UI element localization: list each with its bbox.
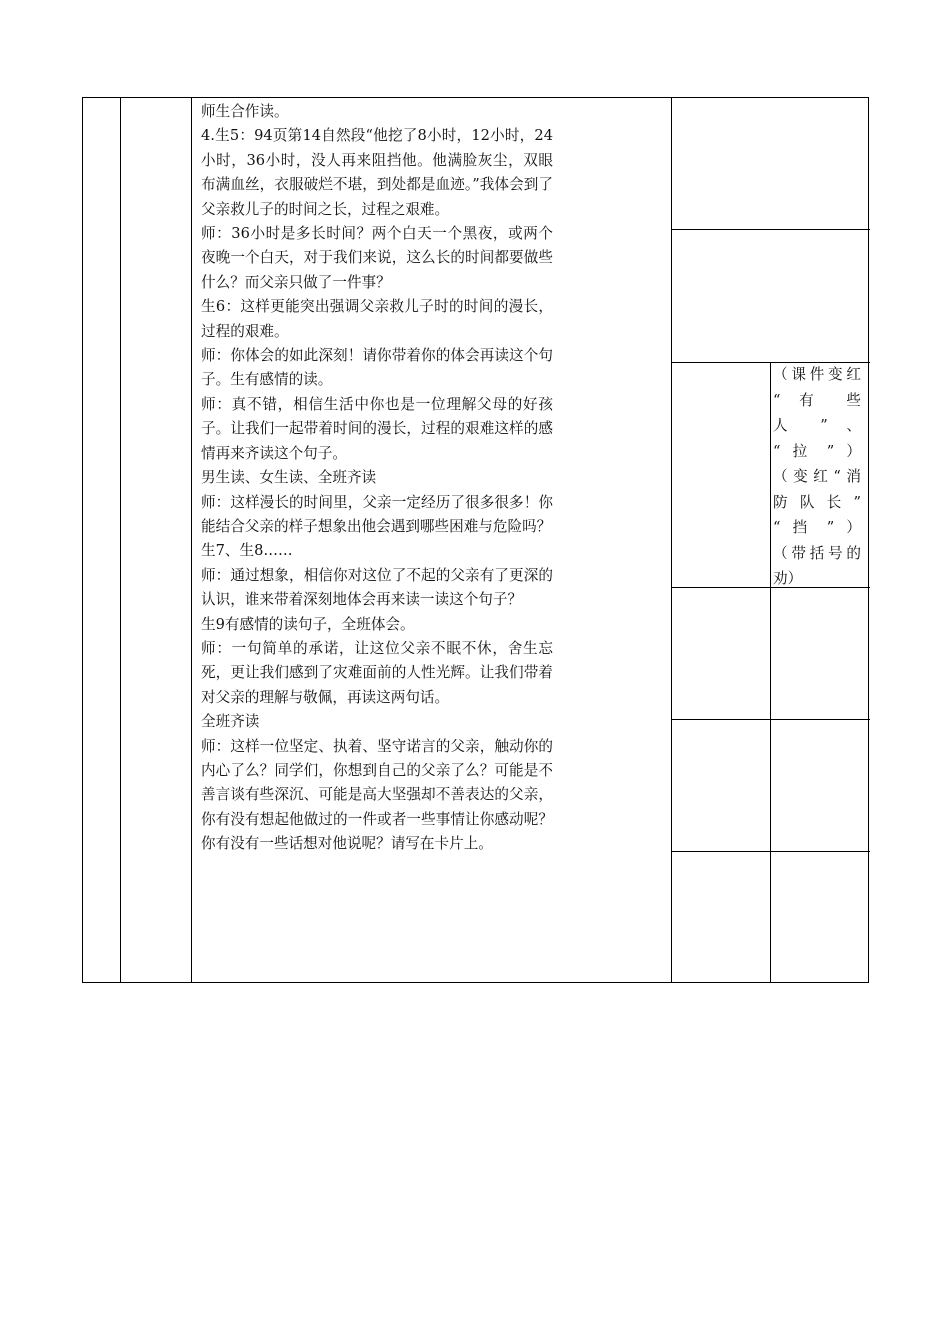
note-line: “ 有 些: [773, 391, 861, 409]
note-line: “ 挡 ” ）: [773, 519, 861, 536]
row-divider-5: [671, 851, 870, 852]
lesson-plan-table: [82, 97, 869, 983]
paragraph: 男生读、女生读、全班齐读: [201, 469, 377, 487]
paragraph: 师：这样一位坚定、执着、坚守诺言的父亲，触动你的内心了么？同学们，你想到自己的父亲了么？可能是不善言谈有些深沉、可能是高大坚强却不善表达的父亲，你有没有想起他做过的一件或者一些事情让你感动呢？你有没有一些话想对他说呢？请写在卡片上。: [201, 737, 553, 853]
column-divider-3: [671, 98, 672, 982]
paragraph: 4.生5：94页第14自然段“他挖了8小时，12小时，24小时，36小时，没人再来阻挡他。他满脸灰尘，双眼布满血丝，衣服破烂不堪，到处都是血迹。”我体会到了父亲救儿子的时间之长，过程之艰难。: [201, 127, 553, 218]
teaching-process-text: [201, 100, 553, 857]
column-divider-1: [120, 98, 121, 982]
note-line: （带括号的: [773, 544, 861, 562]
paragraph: 师生合作读。: [201, 103, 289, 120]
note-line: “ 拉 ” ）: [773, 442, 861, 460]
paragraph: 生6：这样更能突出强调父亲救儿子时的时间的漫长，过程的艰难。: [201, 298, 553, 340]
paragraph: 师：一句简单的承诺，让这位父亲不眠不休，舍生忘死，更让我们感到了灾难面前的人性光辉。让我们带着对父亲的理解与敬佩，再读这两句话。: [201, 639, 553, 706]
paragraph: 生7、生8……: [201, 542, 293, 560]
paragraph: 师：这样漫长的时间里，父亲一定经历了很多很多！你能结合父亲的样子想象出他会遇到哪些困难与危险吗？: [201, 493, 553, 535]
note-line: 防 队 长 ”: [773, 493, 861, 511]
paragraph: 师：36小时是多长时间？两个白天一个黑夜，或两个夜晚一个白天，对于我们来说，这么长的时间都要做些什么？而父亲只做了一件事？: [201, 225, 553, 291]
row-divider-4: [671, 719, 870, 720]
note-line: 劝）: [773, 570, 803, 587]
note-line: （课件变红: [773, 366, 861, 383]
paragraph: 生9有感情的读句子，全班体会。: [201, 615, 415, 633]
column-divider-2: [191, 98, 192, 982]
row-divider-1: [671, 229, 870, 230]
paragraph: 师：通过想象，相信你对这位了不起的父亲有了更深的认识，谁来带着深刻地体会再来读一读这个句子？: [201, 566, 553, 609]
paragraph: 师：真不错，相信生活中你也是一位理解父母的好孩子。让我们一起带着时间的漫长，过程的艰难这样的感情再来齐读这个句子。: [201, 395, 553, 462]
courseware-note: [773, 362, 861, 592]
paragraph: 师：你体会的如此深刻！请你带着你的体会再读这个句子。生有感情的读。: [201, 347, 553, 389]
column-divider-4: [770, 362, 771, 982]
note-line: 人 ” 、: [773, 417, 861, 434]
paragraph: 全班齐读: [201, 713, 260, 731]
note-line: （变红“消: [773, 468, 861, 485]
